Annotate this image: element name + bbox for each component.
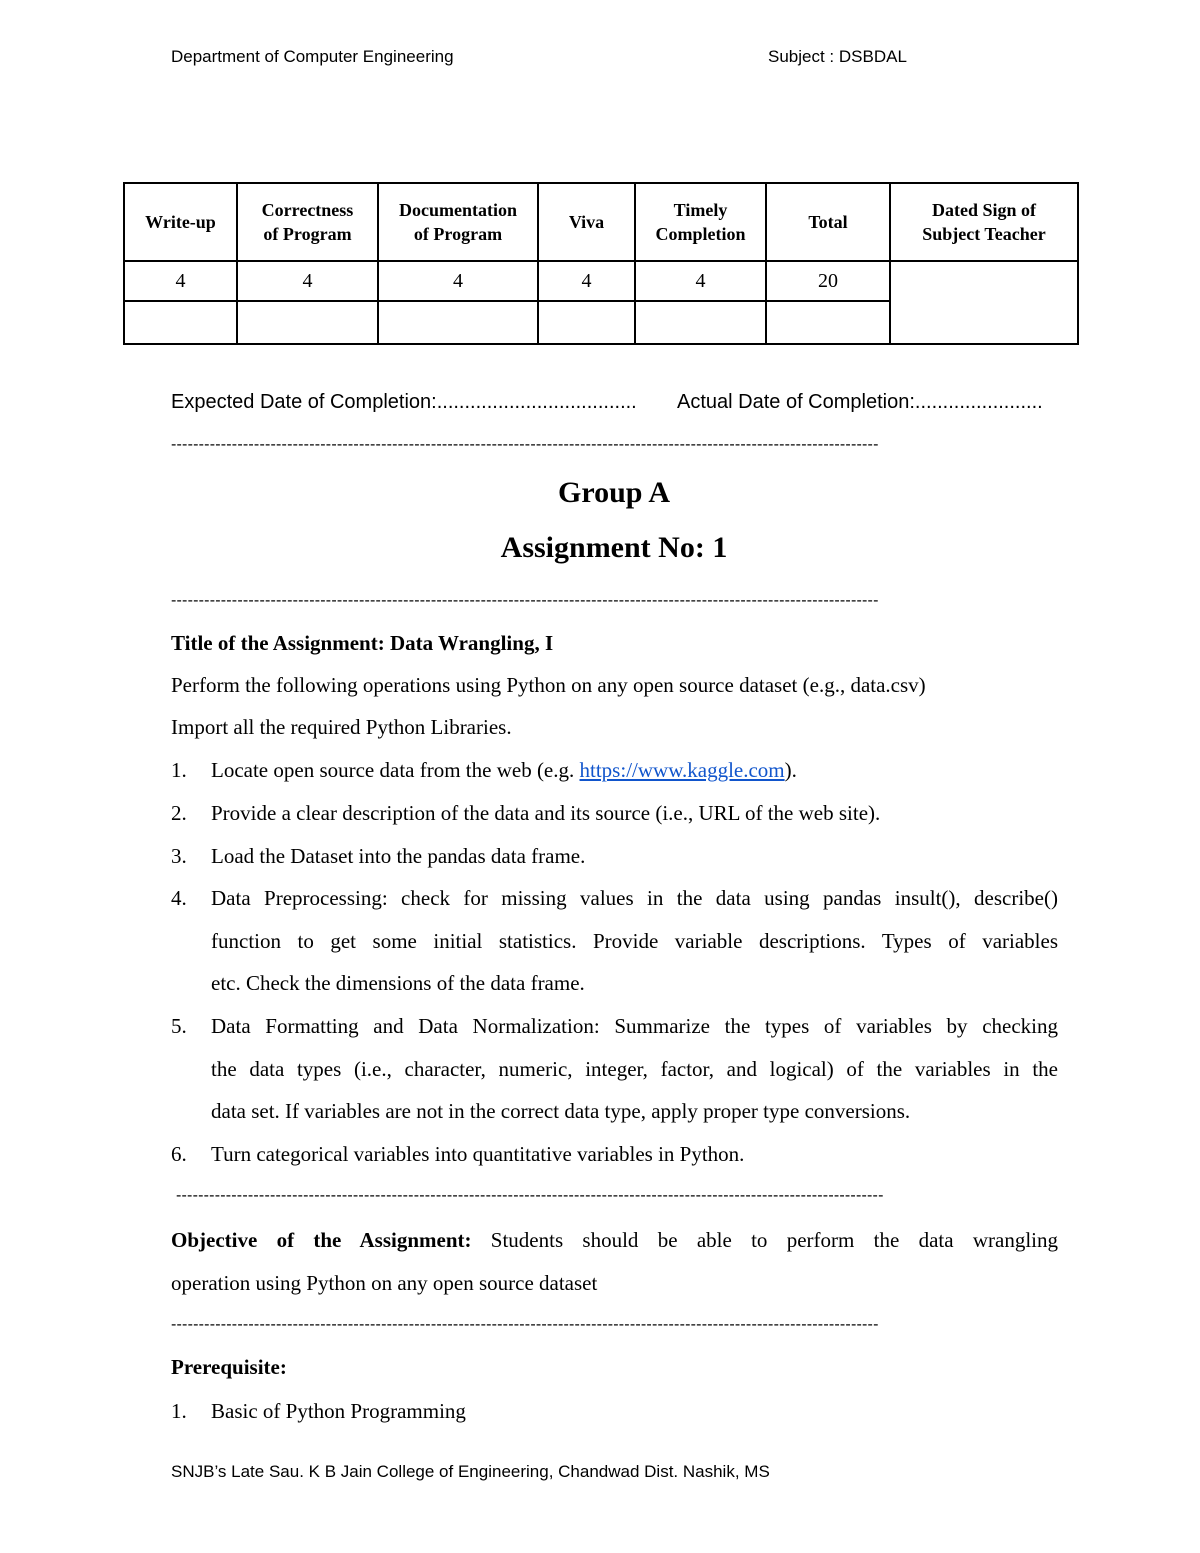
obtained-write-up [124, 301, 237, 344]
prerequisite-item-1: 1. Basic of Python Programming [171, 1399, 466, 1423]
col-header-write-up: Write-up [124, 183, 237, 261]
obtained-viva [538, 301, 635, 344]
separator: -------------------------------------------------------------------------------------------------------------------------------- [171, 1316, 879, 1333]
separator: -------------------------------------------------------------------------------------------------------------------------------- [171, 436, 879, 453]
obtained-timely [635, 301, 766, 344]
separator: -------------------------------------------------------------------------------------------------------------------------------- [176, 1187, 884, 1204]
task-4-line-1: Data Preprocessing: check for missing values in the data using pandas insult(), describe() [211, 886, 1058, 910]
header-subject: Subject : DSBDAL [768, 47, 907, 66]
assignment-heading: Assignment No: 1 [500, 531, 728, 564]
group-heading: Group A [558, 476, 670, 509]
task-5-line-2: the data types (i.e., character, numeric, integer, factor, and logical) of the variables in the [211, 1057, 1058, 1081]
objective-label: Objective of the Assignment: [171, 1228, 472, 1252]
intro-line: Perform the following operations using Python on any open source dataset (e.g., data.csv) [171, 673, 926, 697]
col-header-total: Total [766, 183, 890, 261]
max-mark-total: 20 [766, 261, 890, 301]
task-item-6: 6. Turn categorical variables into quantitative variables in Python. [171, 1142, 745, 1166]
max-marks-row [124, 261, 1078, 301]
task-item-4: 4. [171, 886, 187, 910]
header-department: Department of Computer Engineering [171, 47, 454, 66]
kaggle-link[interactable]: https://www.kaggle.com [579, 758, 785, 782]
objective-line-1: Objective of the Assignment: Students should be able to perform the data wrangling [171, 1228, 1058, 1252]
task-item-3: 3. Load the Dataset into the pandas data frame. [171, 844, 586, 868]
task-item-2: 2. Provide a clear description of the data and its source (i.e., URL of the web site). [171, 801, 881, 825]
task-4-line-3: etc. Check the dimensions of the data frame. [211, 971, 585, 995]
max-mark-documentation: 4 [378, 261, 538, 301]
max-mark-correctness: 4 [237, 261, 378, 301]
col-header-viva: Viva [538, 183, 635, 261]
obtained-total [766, 301, 890, 344]
col-header-correctness: Correctness of Program [237, 183, 378, 261]
objective-line-2: operation using Python on any open source dataset [171, 1271, 598, 1295]
separator: -------------------------------------------------------------------------------------------------------------------------------- [171, 592, 879, 609]
max-mark-timely: 4 [635, 261, 766, 301]
expected-date: Expected Date of Completion:.................................... [171, 391, 637, 413]
task-5-line-1: Data Formatting and Data Normalization: Summarize the types of variables by checking [211, 1014, 1058, 1038]
teacher-sign-cell [890, 261, 1078, 344]
col-header-sign: Dated Sign of Subject Teacher [890, 183, 1078, 261]
obtained-correctness [237, 301, 378, 344]
task-5-line-3: data set. If variables are not in the correct data type, apply proper type conversions. [211, 1099, 911, 1123]
prerequisite-label: Prerequisite: [171, 1355, 287, 1379]
task-item-1: 1. Locate open source data from the web (e.g. https://www.kaggle.com). [171, 758, 797, 782]
task-4-line-2: function to get some initial statistics. Provide variable descriptions. Types of variables [211, 929, 1058, 953]
max-mark-write-up: 4 [124, 261, 237, 301]
max-mark-viva: 4 [538, 261, 635, 301]
intro-line: Import all the required Python Libraries. [171, 715, 512, 739]
col-header-documentation: Documentation of Program [378, 183, 538, 261]
footer-college: SNJB’s Late Sau. K B Jain College of Engineering, Chandwad Dist. Nashik, MS [171, 1462, 770, 1481]
marks-table [123, 182, 1079, 345]
marks-header-row [124, 183, 1078, 261]
col-header-timely: Timely Completion [635, 183, 766, 261]
assignment-title: Title of the Assignment: Data Wrangling, I [171, 631, 554, 655]
obtained-documentation [378, 301, 538, 344]
actual-date: Actual Date of Completion:....................... [677, 391, 1043, 413]
task-item-5: 5. [171, 1014, 187, 1038]
